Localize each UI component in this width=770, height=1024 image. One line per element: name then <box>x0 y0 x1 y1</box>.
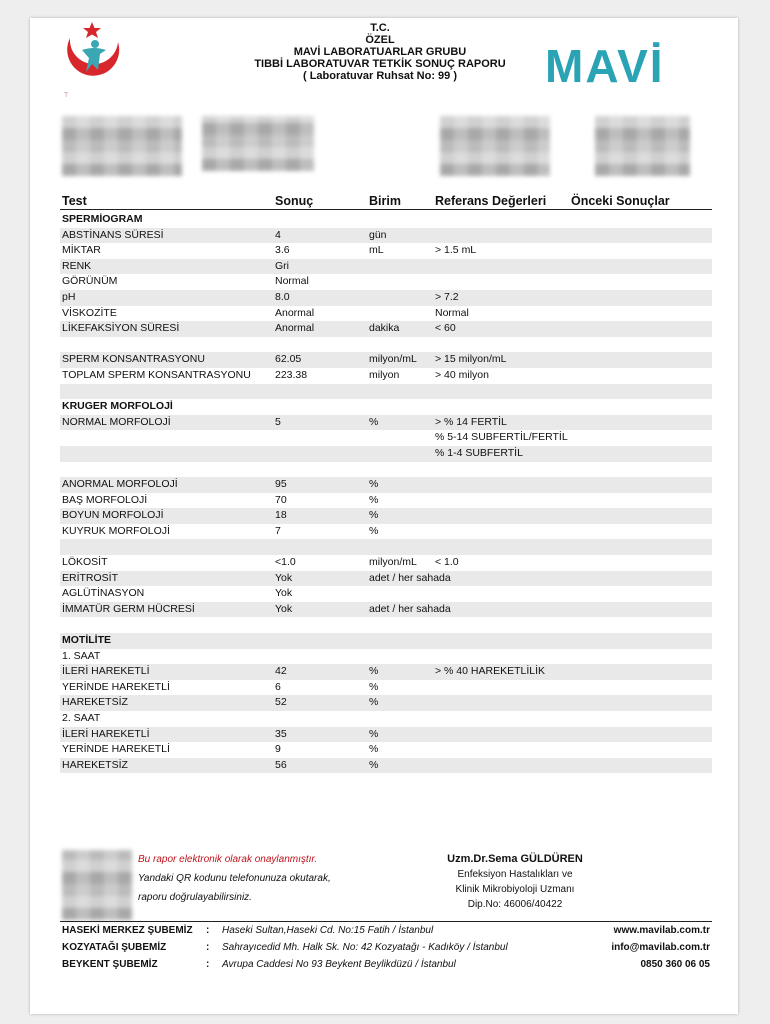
test-unit: dakika <box>369 322 400 335</box>
result-row <box>60 368 712 384</box>
test-result: 8.0 <box>275 290 290 303</box>
qr-instruction-text: raporu doğrulayabilirsiniz. <box>138 892 252 903</box>
test-name: İMMATÜR GERM HÜCRESİ <box>62 602 195 615</box>
test-unit: % <box>369 743 379 756</box>
reference-value: > 15 milyon/mL <box>435 353 507 366</box>
svg-text:MAVİ: MAVİ <box>545 40 665 90</box>
test-result: Yok <box>275 602 293 615</box>
branch-name: KOZYATAĞI ŞUBEMİZ <box>62 942 167 953</box>
doctor-diploma-number: Dip.No: 46006/40422 <box>467 899 563 910</box>
test-name: KRUGER MORFOLOJİ <box>62 400 173 413</box>
column-header-test: Test <box>62 194 87 208</box>
test-result: 9 <box>275 743 281 756</box>
test-unit: % <box>369 727 379 740</box>
electronic-approval-text: Bu rapor elektronik olarak onaylanmıştır. <box>138 854 318 865</box>
branch-separator: : <box>206 925 210 936</box>
doctor-title: Enfeksiyon Hastalıkları ve <box>457 869 573 880</box>
test-unit: % <box>369 696 379 709</box>
test-name: YERİNDE HAREKETLİ <box>62 680 170 693</box>
title-line: ÖZEL <box>365 34 395 46</box>
test-result: 52 <box>275 696 287 709</box>
test-unit: % <box>369 758 379 771</box>
reference-value: > % 14 FERTİL <box>435 415 507 428</box>
result-row <box>60 586 712 602</box>
result-row <box>60 742 712 758</box>
test-name: İLERİ HAREKETLİ <box>62 665 150 678</box>
test-unit: mL <box>369 244 384 257</box>
website-link[interactable]: www.mavilab.com.tr <box>613 925 710 936</box>
phone-number: 0850 360 06 05 <box>640 959 710 970</box>
doctor-name: Uzm.Dr.Sema GÜLDÜREN <box>447 853 583 865</box>
test-unit: % <box>369 415 379 428</box>
qr-code <box>62 850 132 920</box>
result-row <box>60 524 712 540</box>
test-unit: % <box>369 478 379 491</box>
test-result: 4 <box>275 228 281 241</box>
result-row <box>60 430 712 446</box>
test-result: 95 <box>275 478 287 491</box>
result-row <box>60 555 712 571</box>
result-row <box>60 337 712 353</box>
result-row <box>60 617 712 633</box>
branch-row <box>60 956 712 973</box>
reference-value: > 7.2 <box>435 290 459 303</box>
test-result: Normal <box>275 275 309 288</box>
test-name: ABSTİNANS SÜRESİ <box>62 228 164 241</box>
result-row <box>60 259 712 275</box>
test-name: AGLÜTİNASYON <box>62 587 145 600</box>
result-row <box>60 321 712 337</box>
test-name: LİKEFAKSİYON SÜRESİ <box>62 322 180 335</box>
redacted-patient-info <box>595 116 690 176</box>
result-row <box>60 695 712 711</box>
result-row <box>60 228 712 244</box>
test-name: KUYRUK MORFOLOJİ <box>62 524 170 537</box>
test-result: Gri <box>275 259 289 272</box>
result-row <box>60 758 712 774</box>
test-result: Anormal <box>275 322 315 335</box>
test-result: 7 <box>275 524 281 537</box>
section-header-row <box>60 212 712 228</box>
test-result: <1.0 <box>275 556 296 569</box>
title-line: T.C. <box>370 22 390 34</box>
email-link[interactable]: info@mavilab.com.tr <box>611 942 710 953</box>
test-result: 223.38 <box>275 368 308 381</box>
column-header-previous: Önceki Sonuçlar <box>571 194 670 208</box>
result-row <box>60 384 712 400</box>
test-name: MOTİLİTE <box>62 634 111 647</box>
reference-value: % 5-14 SUBFERTİL/FERTİL <box>435 431 568 444</box>
reference-value: > 40 milyon <box>435 368 489 381</box>
result-row <box>60 508 712 524</box>
test-result: Anormal <box>275 306 315 319</box>
branch-row <box>60 939 712 956</box>
column-header-result: Sonuç <box>275 194 314 208</box>
test-unit: % <box>369 665 379 678</box>
branch-address: Haseki Sultan,Haseki Cd. No:15 Fatih / İstanbul <box>222 925 434 936</box>
column-header-unit: Birim <box>369 194 401 208</box>
title-line: TIBBİ LABORATUVAR TETKİK SONUÇ RAPORU <box>254 58 506 70</box>
branch-name: BEYKENT ŞUBEMİZ <box>62 959 158 970</box>
test-name: SPERMİOGRAM <box>62 213 143 225</box>
result-row <box>60 446 712 462</box>
test-unit: gün <box>369 228 387 241</box>
result-row <box>60 711 712 727</box>
branch-row <box>60 922 712 939</box>
redacted-patient-info <box>62 116 182 176</box>
reference-value: > % 40 HAREKETLİLİK <box>435 665 546 678</box>
section-header-row <box>60 633 712 649</box>
test-unit: % <box>369 509 379 522</box>
test-name: NORMAL MORFOLOJİ <box>62 415 171 428</box>
result-row <box>60 462 712 478</box>
title-line: ( Laboratuvar Ruhsat No: 99 ) <box>302 70 458 82</box>
result-row <box>60 352 712 368</box>
test-result: 18 <box>275 509 287 522</box>
test-name: GÖRÜNÜM <box>62 275 118 288</box>
test-unit: milyon/mL <box>369 556 417 569</box>
test-result: 3.6 <box>275 244 290 257</box>
reference-value: < 60 <box>435 322 456 335</box>
mavi-brand-logo <box>545 40 695 90</box>
branch-name: HASEKİ MERKEZ ŞUBEMİZ <box>62 925 193 936</box>
result-row <box>60 477 712 493</box>
test-name: 2. SAAT <box>62 712 101 724</box>
branch-address: Avrupa Caddesi No 93 Beykent Beylikdüzü / İstanbul <box>222 959 456 970</box>
redacted-patient-info <box>202 116 314 171</box>
test-unit: % <box>369 493 379 506</box>
section-header-row <box>60 399 712 415</box>
verification-note <box>138 850 331 907</box>
test-result: 56 <box>275 758 287 771</box>
ministry-logo-caption: T <box>64 92 105 99</box>
test-name: HAREKETSİZ <box>62 758 128 771</box>
test-name: YERİNDE HAREKETLİ <box>62 743 170 756</box>
test-unit: adet / her sahada <box>369 602 451 615</box>
report-header <box>30 18 738 113</box>
test-name: ERİTROSİT <box>62 571 119 584</box>
test-result: 5 <box>275 415 281 428</box>
branch-separator: : <box>206 959 210 970</box>
test-name: SPERM KONSANTRASYONU <box>62 353 205 366</box>
redacted-patient-info <box>440 116 550 176</box>
result-row <box>60 415 712 431</box>
branch-address: Sahrayıcedid Mh. Halk Sk. No: 42 Kozyatağı - Kadıköy / İstanbul <box>222 942 508 953</box>
test-name: pH <box>62 290 76 303</box>
test-result: 70 <box>275 493 287 506</box>
report-title <box>210 22 550 82</box>
header-divider <box>60 209 712 210</box>
test-result: 6 <box>275 680 281 693</box>
test-name: İLERİ HAREKETLİ <box>62 727 150 740</box>
test-result: Yok <box>275 571 293 584</box>
result-row <box>60 306 712 322</box>
result-row <box>60 539 712 555</box>
test-name: 1. SAAT <box>62 649 101 662</box>
doctor-signature-block <box>425 852 605 912</box>
test-result: 62.05 <box>275 353 302 366</box>
results-table <box>60 212 712 773</box>
branch-addresses <box>60 921 712 973</box>
result-row <box>60 493 712 509</box>
test-unit: % <box>369 524 379 537</box>
reference-value: Normal <box>435 306 469 319</box>
test-name: RENK <box>62 259 92 272</box>
test-result: Yok <box>275 587 293 600</box>
branch-separator: : <box>206 942 210 953</box>
title-line: MAVİ LABORATUARLAR GRUBU <box>293 46 467 58</box>
report-page <box>30 18 738 1014</box>
test-unit: milyon/mL <box>369 353 417 366</box>
test-unit: adet / her sahada <box>369 571 451 584</box>
test-unit: milyon <box>369 368 400 381</box>
test-name: VİSKOZİTE <box>62 306 117 319</box>
test-name: BOYUN MORFOLOJİ <box>62 509 164 522</box>
doctor-title: Klinik Mikrobiyoloji Uzmanı <box>455 884 575 895</box>
reference-value: > 1.5 mL <box>435 244 477 257</box>
result-row <box>60 649 712 665</box>
qr-instruction-text: Yandaki QR kodunu telefonunuza okutarak, <box>138 873 331 884</box>
column-header-reference: Referans Değerleri <box>435 194 547 208</box>
test-result: 42 <box>275 665 287 678</box>
test-name: MİKTAR <box>62 244 101 257</box>
result-row <box>60 243 712 259</box>
result-row <box>60 680 712 696</box>
test-result: 35 <box>275 727 287 740</box>
result-row <box>60 664 712 680</box>
result-row <box>60 602 712 618</box>
reference-value: % 1-4 SUBFERTİL <box>435 446 523 459</box>
test-name: HAREKETSİZ <box>62 696 128 709</box>
result-row <box>60 571 712 587</box>
test-name: ANORMAL MORFOLOJİ <box>62 478 178 491</box>
test-name: BAŞ MORFOLOJİ <box>62 493 148 506</box>
result-row <box>60 274 712 290</box>
test-unit: % <box>369 680 379 693</box>
ministry-logo <box>56 20 136 106</box>
test-name: TOPLAM SPERM KONSANTRASYONU <box>62 368 251 381</box>
test-name: LÖKOSİT <box>62 556 108 569</box>
result-row <box>60 727 712 743</box>
reference-value: < 1.0 <box>435 556 459 569</box>
result-row <box>60 290 712 306</box>
